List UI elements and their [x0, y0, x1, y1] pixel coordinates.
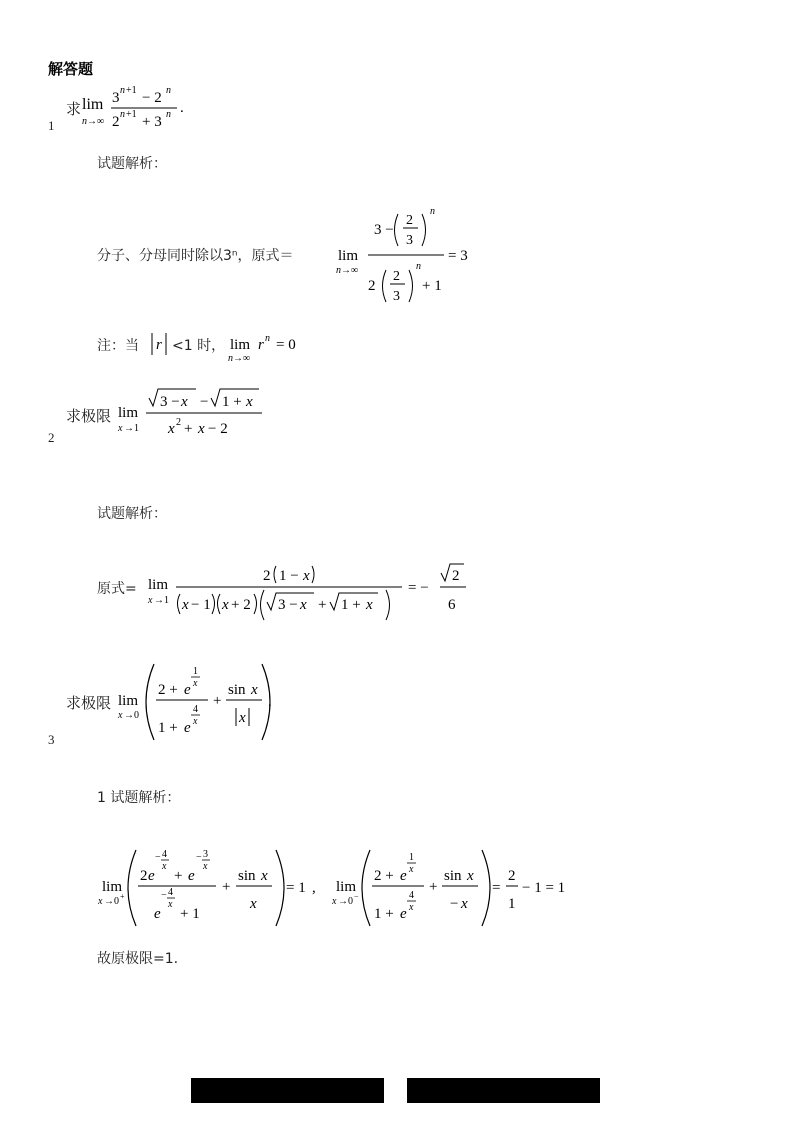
svg-text:x: x — [168, 899, 173, 910]
svg-text:x: x — [118, 710, 123, 721]
svg-text:x: x — [409, 864, 414, 875]
svg-text:x: x — [246, 394, 253, 410]
svg-text:x: x — [193, 678, 198, 689]
svg-text:4: 4 — [409, 890, 414, 901]
svg-text:3: 3 — [406, 233, 413, 248]
svg-text:−: − — [196, 852, 202, 863]
problem-number: 1 — [48, 118, 55, 133]
svg-text:x: x — [148, 595, 153, 606]
svg-text:= −: = − — [408, 580, 429, 596]
svg-text:1: 1 — [193, 666, 198, 677]
svg-text:2: 2 — [263, 568, 271, 584]
svg-text:3: 3 — [112, 90, 120, 106]
svg-text:x: x — [181, 394, 188, 410]
svg-text:=: = — [492, 880, 501, 896]
svg-text:+: + — [222, 879, 231, 895]
svg-text:2: 2 — [368, 278, 376, 294]
svg-text:lim: lim — [102, 879, 123, 895]
svg-text:lim: lim — [148, 577, 169, 593]
svg-text:+1: +1 — [126, 85, 137, 96]
svg-text:+: + — [120, 892, 125, 901]
solution-label: 试题解析： — [97, 156, 167, 172]
problem-number: 3 — [48, 732, 55, 747]
note-label: 注：当 — [97, 338, 139, 354]
svg-text:+: + — [184, 421, 193, 437]
svg-text:+: + — [429, 879, 438, 895]
svg-text:x: x — [300, 597, 307, 613]
svg-text:6: 6 — [448, 597, 456, 613]
svg-text:2 +: 2 + — [374, 868, 394, 884]
svg-text:x: x — [261, 868, 268, 884]
svg-text:x: x — [98, 896, 103, 907]
svg-text:2: 2 — [508, 868, 516, 884]
problem-prompt: 求极限 — [66, 407, 112, 425]
svg-text:4: 4 — [162, 849, 167, 860]
svg-text:4: 4 — [193, 704, 198, 715]
svg-text:+ 2: + 2 — [231, 597, 251, 613]
svg-text:x: x — [162, 861, 167, 872]
svg-text:2 +: 2 + — [158, 682, 178, 698]
p1-note-formula — [228, 330, 318, 364]
svg-text:lim: lim — [230, 337, 251, 353]
svg-text:→0: →0 — [338, 896, 353, 907]
svg-text:− 2: − 2 — [142, 90, 162, 106]
svg-text:n: n — [120, 85, 125, 96]
svg-text:x: x — [251, 682, 258, 698]
svg-text:−: − — [354, 892, 359, 901]
svg-text:1 −: 1 − — [279, 568, 299, 584]
svg-text:+: + — [318, 597, 327, 613]
svg-text:3 −: 3 − — [374, 222, 394, 238]
svg-text:n: n — [416, 261, 421, 272]
svg-text:e: e — [400, 906, 407, 922]
svg-text:sin: sin — [228, 682, 246, 698]
svg-text:4: 4 — [168, 887, 173, 898]
svg-text:x: x — [193, 716, 198, 727]
svg-text:sin: sin — [444, 868, 462, 884]
svg-text:→0: →0 — [104, 896, 119, 907]
svg-text:n: n — [166, 85, 171, 96]
svg-text:x: x — [366, 597, 373, 613]
svg-text:e: e — [184, 720, 191, 736]
svg-text:e: e — [184, 682, 191, 698]
problem-prompt: 求极限 — [66, 694, 112, 712]
svg-text:x: x — [303, 568, 310, 584]
svg-text:x: x — [239, 710, 246, 726]
svg-text:2: 2 — [140, 868, 148, 884]
p1-answer-formula — [336, 200, 486, 315]
svg-text:1: 1 — [508, 896, 516, 912]
svg-text:3 −: 3 − — [160, 394, 180, 410]
svg-text:sin: sin — [238, 868, 256, 884]
svg-text:+: + — [213, 693, 222, 709]
svg-text:lim: lim — [336, 879, 357, 895]
svg-text:2: 2 — [393, 269, 400, 284]
problem-prompt: 求 — [66, 100, 82, 118]
svg-text:3: 3 — [203, 849, 208, 860]
svg-text:2: 2 — [406, 213, 413, 228]
svg-text:3 −: 3 − — [278, 597, 298, 613]
svg-text:−: − — [161, 890, 167, 901]
svg-text:e: e — [154, 906, 161, 922]
p3-left-limit-formula — [332, 846, 578, 930]
solution-text: 原式= — [97, 581, 137, 597]
footer-bar-left — [191, 1078, 384, 1103]
svg-text:x: x — [118, 423, 123, 434]
svg-text:1 +: 1 + — [374, 906, 394, 922]
svg-text:1 +: 1 + — [222, 394, 242, 410]
svg-text:x: x — [182, 597, 189, 613]
solution-text: 分子、分母同时除以3ⁿ，原式＝ — [97, 248, 294, 264]
p3-right-limit-formula — [98, 846, 328, 930]
p3-question-formula — [116, 660, 284, 744]
svg-text:lim: lim — [118, 405, 139, 421]
svg-text:x: x — [168, 421, 175, 437]
svg-text:= 3: = 3 — [448, 248, 468, 264]
svg-text:e: e — [148, 868, 155, 884]
svg-text:x: x — [332, 896, 337, 907]
svg-text:n: n — [265, 333, 270, 344]
svg-text:− 1: − 1 — [191, 597, 211, 613]
svg-text:x: x — [409, 902, 414, 913]
svg-text:− 1 = 1: − 1 = 1 — [522, 880, 566, 896]
svg-text:2: 2 — [176, 417, 181, 428]
svg-text:n: n — [430, 206, 435, 217]
svg-text:n→∞: n→∞ — [82, 116, 105, 127]
svg-text:n: n — [120, 109, 125, 120]
conclusion-text: 故原极限=1. — [97, 951, 179, 967]
svg-text:+ 3: + 3 — [142, 114, 162, 130]
svg-text:.: . — [268, 694, 272, 710]
section-heading: 解答题 — [48, 60, 94, 78]
solution-label: 1 试题解析： — [97, 790, 181, 806]
p1-note-abs — [148, 330, 174, 358]
svg-text:+ 1: + 1 — [180, 906, 200, 922]
svg-text:= 1: = 1 — [286, 880, 306, 896]
svg-text:x: x — [222, 597, 229, 613]
svg-text:.: . — [180, 100, 184, 116]
svg-text:n→∞: n→∞ — [228, 353, 251, 364]
footer-bar-right — [407, 1078, 600, 1103]
svg-text:lim: lim — [82, 96, 104, 113]
svg-text:= 0: = 0 — [276, 337, 296, 353]
svg-text:e: e — [188, 868, 195, 884]
svg-text:1: 1 — [409, 852, 414, 863]
svg-text:+: + — [174, 868, 183, 884]
svg-text:− 2: − 2 — [208, 421, 228, 437]
svg-text:e: e — [400, 868, 407, 884]
svg-text:−: − — [155, 852, 161, 863]
svg-text:x: x — [203, 861, 208, 872]
svg-text:2: 2 — [112, 114, 120, 130]
svg-text:−: − — [450, 896, 459, 912]
svg-text:→1: →1 — [124, 423, 139, 434]
p2-question-formula — [116, 386, 276, 442]
svg-text:x: x — [198, 421, 205, 437]
svg-text:→1: →1 — [154, 595, 169, 606]
svg-text:2: 2 — [452, 568, 460, 584]
svg-text:+1: +1 — [126, 109, 137, 120]
svg-text:lim: lim — [118, 693, 139, 709]
svg-text:x: x — [250, 896, 257, 912]
svg-text:,: , — [312, 880, 316, 896]
problem-number: 2 — [48, 430, 55, 445]
svg-text:+ 1: + 1 — [422, 278, 442, 294]
svg-text:−: − — [200, 394, 209, 410]
svg-text:x: x — [467, 868, 474, 884]
svg-text:x: x — [461, 896, 468, 912]
p2-answer-formula — [146, 558, 476, 624]
svg-text:→0: →0 — [124, 710, 139, 721]
svg-text:n→∞: n→∞ — [336, 265, 359, 276]
svg-text:r: r — [258, 337, 264, 353]
svg-text:r: r — [156, 337, 162, 353]
solution-label: 试题解析： — [97, 506, 167, 522]
note-text: <1 时， — [172, 338, 226, 354]
p1-question-formula — [82, 82, 202, 132]
svg-text:1 +: 1 + — [158, 720, 178, 736]
svg-text:lim: lim — [338, 248, 359, 264]
svg-text:n: n — [166, 109, 171, 120]
svg-text:1 +: 1 + — [341, 597, 361, 613]
svg-text:3: 3 — [393, 289, 400, 304]
